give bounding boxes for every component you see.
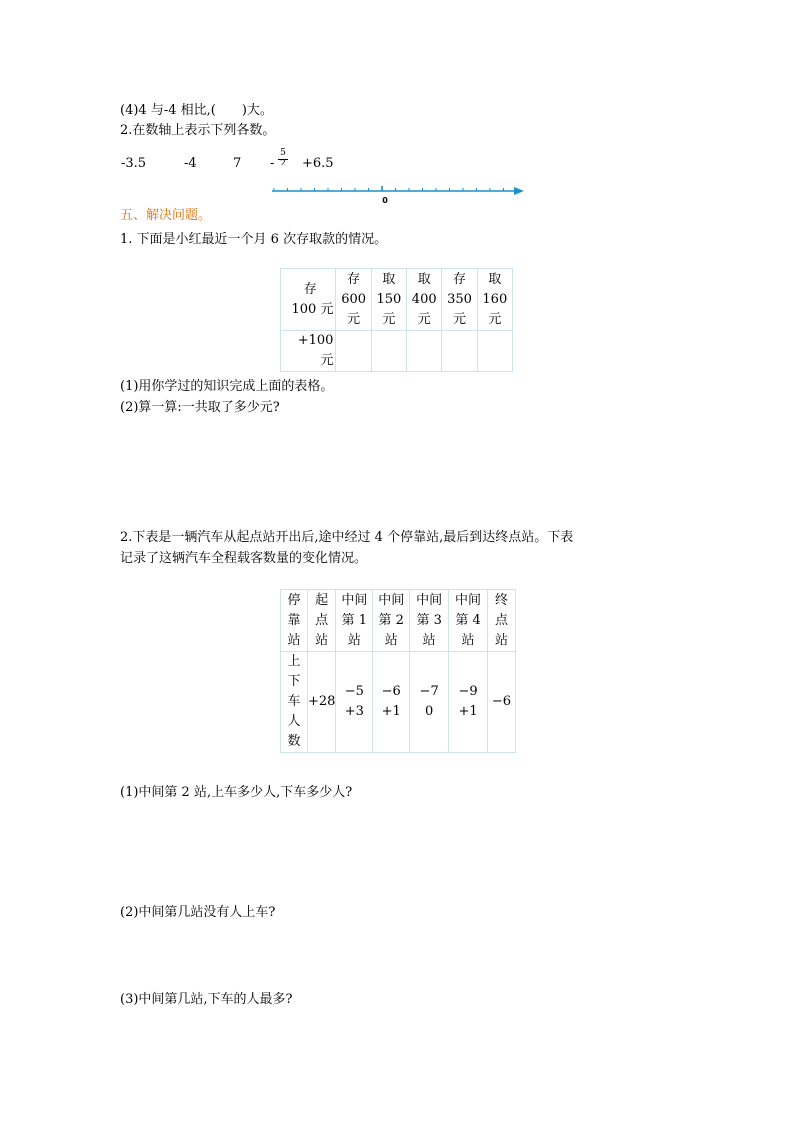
number-list	[0, 148, 794, 177]
table-cell	[449, 652, 488, 753]
table-cell	[442, 269, 477, 331]
cell-text: 存	[347, 271, 361, 287]
table-cell	[281, 590, 308, 652]
fraction-numerator: 5	[278, 149, 288, 160]
problem-1-sub-2: (2)算一算:一共取了多少元?	[120, 400, 280, 415]
table-cell	[307, 652, 335, 753]
cell-text: 存	[453, 271, 467, 287]
problem-2-sub-3: (3)中间第几站,下车的人最多?	[120, 992, 293, 1007]
number-item: +6.5	[302, 156, 334, 171]
cell-text: 存	[303, 281, 317, 297]
cell-text: 站	[494, 632, 508, 648]
cell-text: 600	[341, 291, 367, 307]
cell-text: 数	[287, 734, 301, 749]
number-line-question: 2.在数轴上表示下列各数。	[120, 123, 276, 138]
cell-text: 站	[384, 632, 398, 648]
cell-text: 点	[315, 612, 329, 628]
table-cell	[281, 652, 308, 753]
deposit-table	[280, 268, 513, 372]
cell-text: +1	[381, 704, 401, 719]
cell-text: 取	[488, 271, 502, 287]
cell-text: 元	[382, 311, 396, 327]
table-cell	[373, 652, 410, 753]
cell-text: 靠	[287, 612, 301, 628]
answer-cell[interactable]	[407, 331, 442, 372]
fraction	[278, 149, 288, 165]
number-line-arrow	[514, 187, 524, 195]
cell-text: +3	[344, 704, 364, 719]
answer-cell[interactable]	[477, 331, 512, 372]
cell-text: 第 1	[341, 612, 368, 628]
cell-text: 100 元	[291, 301, 334, 317]
fraction-denominator: 2	[280, 160, 286, 165]
cell-text: 第 3	[416, 612, 442, 628]
answer-cell[interactable]	[336, 331, 371, 372]
cell-text: 站	[315, 632, 329, 648]
cell-text: 第 4	[455, 612, 481, 628]
table-cell	[281, 269, 336, 331]
section-5-title: 五、解决问题。	[120, 208, 212, 223]
cell-text: 0	[425, 704, 434, 719]
cell-text: +1	[458, 704, 478, 719]
cell-text: 取	[382, 271, 396, 287]
problem-2-title-line-1: 2.下表是一辆汽车从起点站开出后,途中经过 4 个停靠站,最后到达终点站。下表	[120, 530, 574, 545]
cell-text: −6	[491, 694, 512, 709]
number-item: -4	[184, 156, 197, 171]
cell-text: 下	[287, 674, 301, 689]
table-cell	[336, 652, 373, 753]
cell-text: −6	[381, 684, 401, 699]
cell-text: 点	[494, 612, 508, 628]
cell-text: 站	[287, 632, 301, 648]
table-cell: +100 元	[281, 331, 336, 372]
cell-text: −5	[344, 684, 364, 699]
cell-text: 元	[488, 311, 502, 327]
table-cell	[307, 590, 335, 652]
number-item: -	[270, 156, 275, 171]
cell-text: 车	[287, 694, 301, 709]
table-cell	[336, 590, 373, 652]
cell-text: 元	[453, 311, 467, 327]
cell-text: 150	[376, 291, 402, 307]
table-row	[281, 652, 516, 753]
problem-2-sub-2: (2)中间第几站没有人上车?	[120, 905, 276, 920]
table-cell	[477, 269, 512, 331]
table-cell	[410, 590, 449, 652]
cell-text: 上	[287, 654, 301, 669]
cell-text: 元	[347, 311, 361, 327]
table-row	[281, 269, 513, 331]
cell-text: +28	[307, 694, 336, 709]
bus-passenger-table	[280, 589, 516, 753]
cell-text: 中间	[378, 592, 405, 608]
cell-text: 人	[287, 714, 301, 729]
number-item: 7	[233, 156, 242, 171]
table-cell	[336, 269, 371, 331]
cell-text: 中间	[416, 592, 443, 608]
cell-text: 160	[482, 291, 508, 307]
cell-text: −9	[458, 684, 478, 699]
table-cell	[407, 269, 442, 331]
table-cell	[449, 590, 488, 652]
table-row	[281, 331, 513, 372]
problem-1-sub-1: (1)用你学过的知识完成上面的表格。	[120, 379, 334, 394]
problem-2-title-line-2: 记录了这辆汽车全程载客数量的变化情况。	[120, 551, 368, 566]
problem-2-sub-1: (1)中间第 2 站,上车多少人,下车多少人?	[120, 785, 353, 800]
table-cell	[488, 652, 516, 753]
table-cell	[410, 652, 449, 753]
answer-cell[interactable]	[371, 331, 406, 372]
cell-text: 起	[315, 592, 329, 608]
cell-text: 元	[417, 311, 431, 327]
problem-1-title: 1. 下面是小红最近一个月 6 次存取款的情况。	[120, 232, 388, 247]
table-cell	[488, 590, 516, 652]
number-line	[268, 184, 528, 206]
cell-text: 停	[287, 592, 301, 608]
cell-text: 400	[411, 291, 437, 307]
table-cell	[371, 269, 406, 331]
cell-text: 取	[417, 271, 431, 287]
question-4-4: (4)4 与-4 相比,( )大。	[120, 103, 273, 118]
table-cell	[373, 590, 410, 652]
cell-text: −7	[419, 684, 439, 699]
cell-text: 中间	[455, 592, 482, 608]
cell-text: 中间	[341, 592, 368, 608]
cell-text: 站	[347, 632, 361, 648]
cell-text: 第 2	[378, 612, 404, 628]
cell-text: 350	[447, 291, 472, 307]
table-row	[281, 590, 516, 652]
cell-text: 站	[422, 632, 436, 648]
zero-label: 0	[382, 196, 388, 205]
number-item: -3.5	[121, 156, 147, 171]
cell-text: 终	[494, 592, 508, 608]
cell-text: 站	[461, 632, 475, 648]
answer-cell[interactable]	[442, 331, 477, 372]
